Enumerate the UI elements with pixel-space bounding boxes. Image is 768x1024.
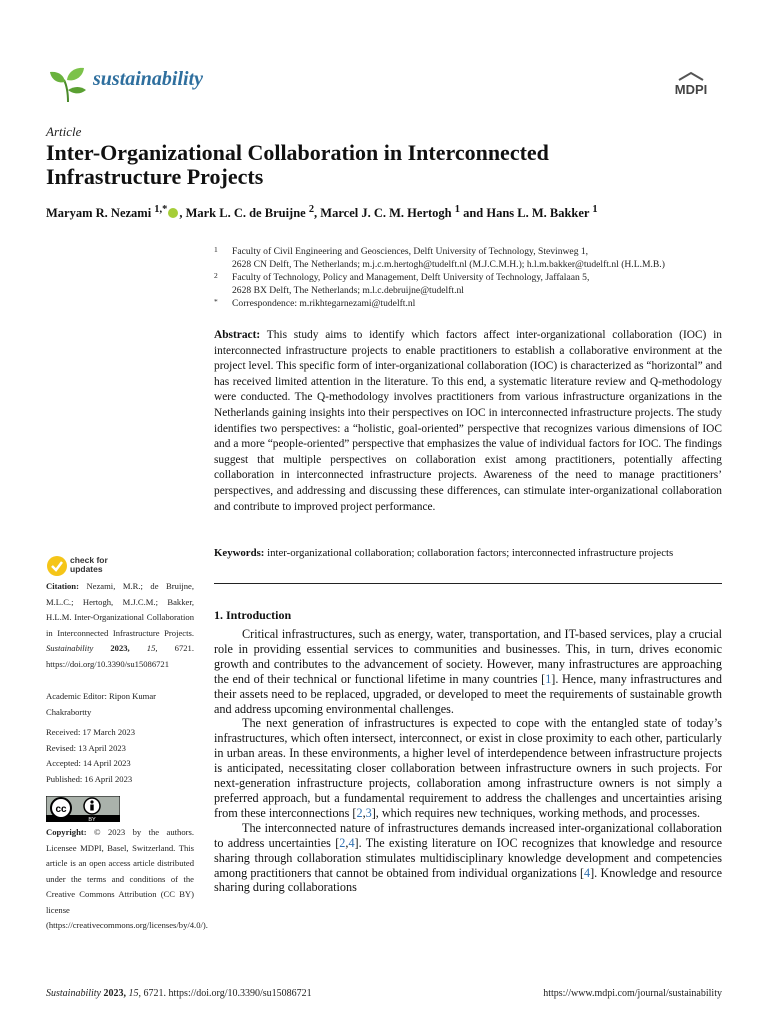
section-divider [214,583,722,584]
check-updates-text: check for updates [70,555,108,574]
introduction-body [214,627,722,895]
affiliation-number: 2 [214,271,218,280]
cc-by-text: BY [88,817,96,822]
footer-journal-url[interactable]: https://www.mdpi.com/journal/sustainability [543,988,722,999]
keywords-text: inter-organizational collaboration; collaboration factors; interconnected infrastructure projects [267,547,674,559]
author-name: Maryam R. Nezami [46,206,152,221]
article-type: Article [46,124,82,139]
keywords-label: Keywords: [214,547,265,559]
mdpi-logo-icon [665,70,717,98]
affiliation-line: Faculty of Technology, Policy and Management, Delft University of Technology, Jaffalaan 5, [232,272,590,283]
check-for-updates-button[interactable] [46,555,126,579]
accepted-date: Accepted: 14 April 2023 [46,758,131,768]
check-updates-icon [46,555,68,577]
citation-block: Citation: Nezami, M.R.; de Bruijne, M.L.C.; Hertogh, M.J.C.M.; Bakker, H.L.M. Inter-Organizational Collaboration in Interconnected Infrastructure Projects. Sustainability 2023, 15, 6721. https://doi.org/10.3390/su15086721 [46,581,194,669]
affiliation-line: Faculty of Civil Engineering and Geosciences, Delft University of Technology, Stevinweg 1, [232,246,589,257]
citation-journal: Sustainability [46,643,94,653]
abstract-text: This study aims to identify which factors affect inter-organizational collaboration (IOC) in interconnected infrastructure projects to enable practitioners to establish a collaborative environment at the project level. This specific form of inter-organizational collaboration (IOC) is characterized as “horizontal” and has received limited attention in the literature. To this end, a systematic literature review and Q-methodology were conducted. The Q-methodology involves practitioners from various infrastructure organizations in the Netherlands gaining insights into their perspectives on IOC in interconnected infrastructure projects. The study identifies two perspectives: a “holistic, goal-oriented” perspective that recognizes various dimensions of IOC and a more “people-oriented” perspective that emphasizes the value of individual factors for IOC. The findings suggest that multiple perspectives on collaboration exist among practitioners, potentially affecting collaboration in interconnected infrastructure projects. Awareness of the need to manage practitioners’ perspectives, and addressing and discussing these differences, can stimulate inter-organizational collaboration and contribute to improved project performance. [214,329,722,513]
received-date: Received: 17 March 2023 [46,727,136,737]
publication-dates [46,725,194,787]
cc-by-license-icon[interactable] [46,796,120,822]
journal-leaf-logo-icon [48,64,88,104]
keywords [214,547,722,559]
and-word: and [463,206,484,221]
author-affiliation-sup: 1 [454,204,460,215]
paragraph: Critical infrastructures, such as energy, water, transportation, and IT-based services, play a crucial role in providing essential services to communities and businesses. This, in turn, drives economic growth and contributes to the advancement of society. However, many infrastructures are approaching the end of their technical or functional lifetime in many countries [1]. Hence, many infrastructures and their assets need to be replaced, upgraded, or developed to meet the requirements of sustainable growth and address upcoming environmental challenges. [214,627,722,716]
affiliation-number: 1 [214,245,218,254]
revised-date: Revised: 13 April 2023 [46,742,126,753]
copyright-notice: Copyright: © 2023 by the authors. Licensee MDPI, Basel, Switzerland. This article is an open access article distributed under the terms and conditions of the Creative Commons Attribution (CC BY) license (https://creativecommons.org/licenses/by/4.0/). [46,827,208,930]
abstract-label: Abstract: [214,329,261,341]
correspondence-line: Correspondence: m.rikhtegarnezami@tudelft.nl [232,298,416,309]
abstract [214,328,722,515]
citation-year: 2023, [110,643,130,653]
reference-link[interactable]: 4 [584,865,591,880]
mdpi-logo-text: MDPI [674,82,708,97]
author-affiliation-sup: 1,* [154,204,168,215]
author-affiliation-sup: 2 [308,204,315,215]
author-affiliation-sup: 1 [592,204,598,215]
affiliation-number: * [214,297,218,306]
affiliation-1 [214,246,665,271]
copyright-label: Copyright: [46,827,87,837]
reference-link[interactable]: 3 [365,805,372,820]
reference-link[interactable]: 2 [339,835,346,850]
reference-link[interactable]: 2 [356,805,363,820]
journal-name: sustainability [93,68,204,90]
footer-citation: Sustainability 2023, 15, 6721. https://doi.org/10.3390/su15086721 [46,988,312,999]
citation-label: Citation: [46,581,79,591]
section-heading-introduction: 1. Introduction [214,608,292,622]
citation-volume: 15, [146,643,158,653]
reference-link[interactable]: 1 [545,671,552,686]
author-list: Maryam R. Nezami $^{1,*}$ , Mark L. C. de Bruijne $^2$, Marcel J. C. M. Hertogh $^1$ and Hans L. M. Bakker $^1$ [46,204,598,221]
paragraph: The next generation of infrastructures is expected to cope with the entangled state of today’s infrastructures, which often intersect, interconnect, or exist in close proximity to each other, particularly in urban areas. In these environments, a higher level of interdependence between infrastructure projects is anticipated, necessitating closer collaboration between infrastructure owners in such projects. For next-generation infrastructure projects, collaboration among infrastructure owners is not simply a preferred approach, but a fundamental requirement to address the challenges and uncertainties arising from these interconnections [2,3], which requires new techniques, working methods, and processes. [214,716,722,820]
author-name: Mark L. C. de Bruijne [185,206,306,221]
paragraph: The interconnected nature of infrastructures demands increased inter-organizational collaboration to address uncertainties [2,4]. The existing literature on IOC recognizes that knowledge and resource sharing through collaboration stimulates multidisciplinary knowledge development and competencies among practitioners that cannot be obtained from individual organizations [4]. Knowledge and resource sharing during collaborations [214,820,722,895]
affiliation-line: 2628 CN Delft, The Netherlands; m.j.c.m.hertogh@tudelft.nl (M.J.C.M.H.); h.l.m.bakker@tudelft.nl (H.L.M.B.) [232,258,665,270]
affiliation-2 [214,272,589,297]
author-name: Marcel J. C. M. Hertogh [320,206,452,221]
correspondence [214,298,415,311]
svg-text:cc: cc [55,804,67,815]
author-name: Hans L. M. Bakker [486,206,590,221]
article-title: Inter-Organizational Collaboration in Interconnected Infrastructure Projects [46,140,549,189]
orcid-icon[interactable] [168,208,178,218]
academic-editor: Academic Editor: Ripon Kumar Chakrabortty [46,691,157,717]
reference-link[interactable]: 4 [348,835,355,850]
affiliation-line: 2628 BX Delft, The Netherlands; m.l.c.debruijne@tudelft.nl [232,284,464,296]
published-date: Published: 16 April 2023 [46,773,133,784]
